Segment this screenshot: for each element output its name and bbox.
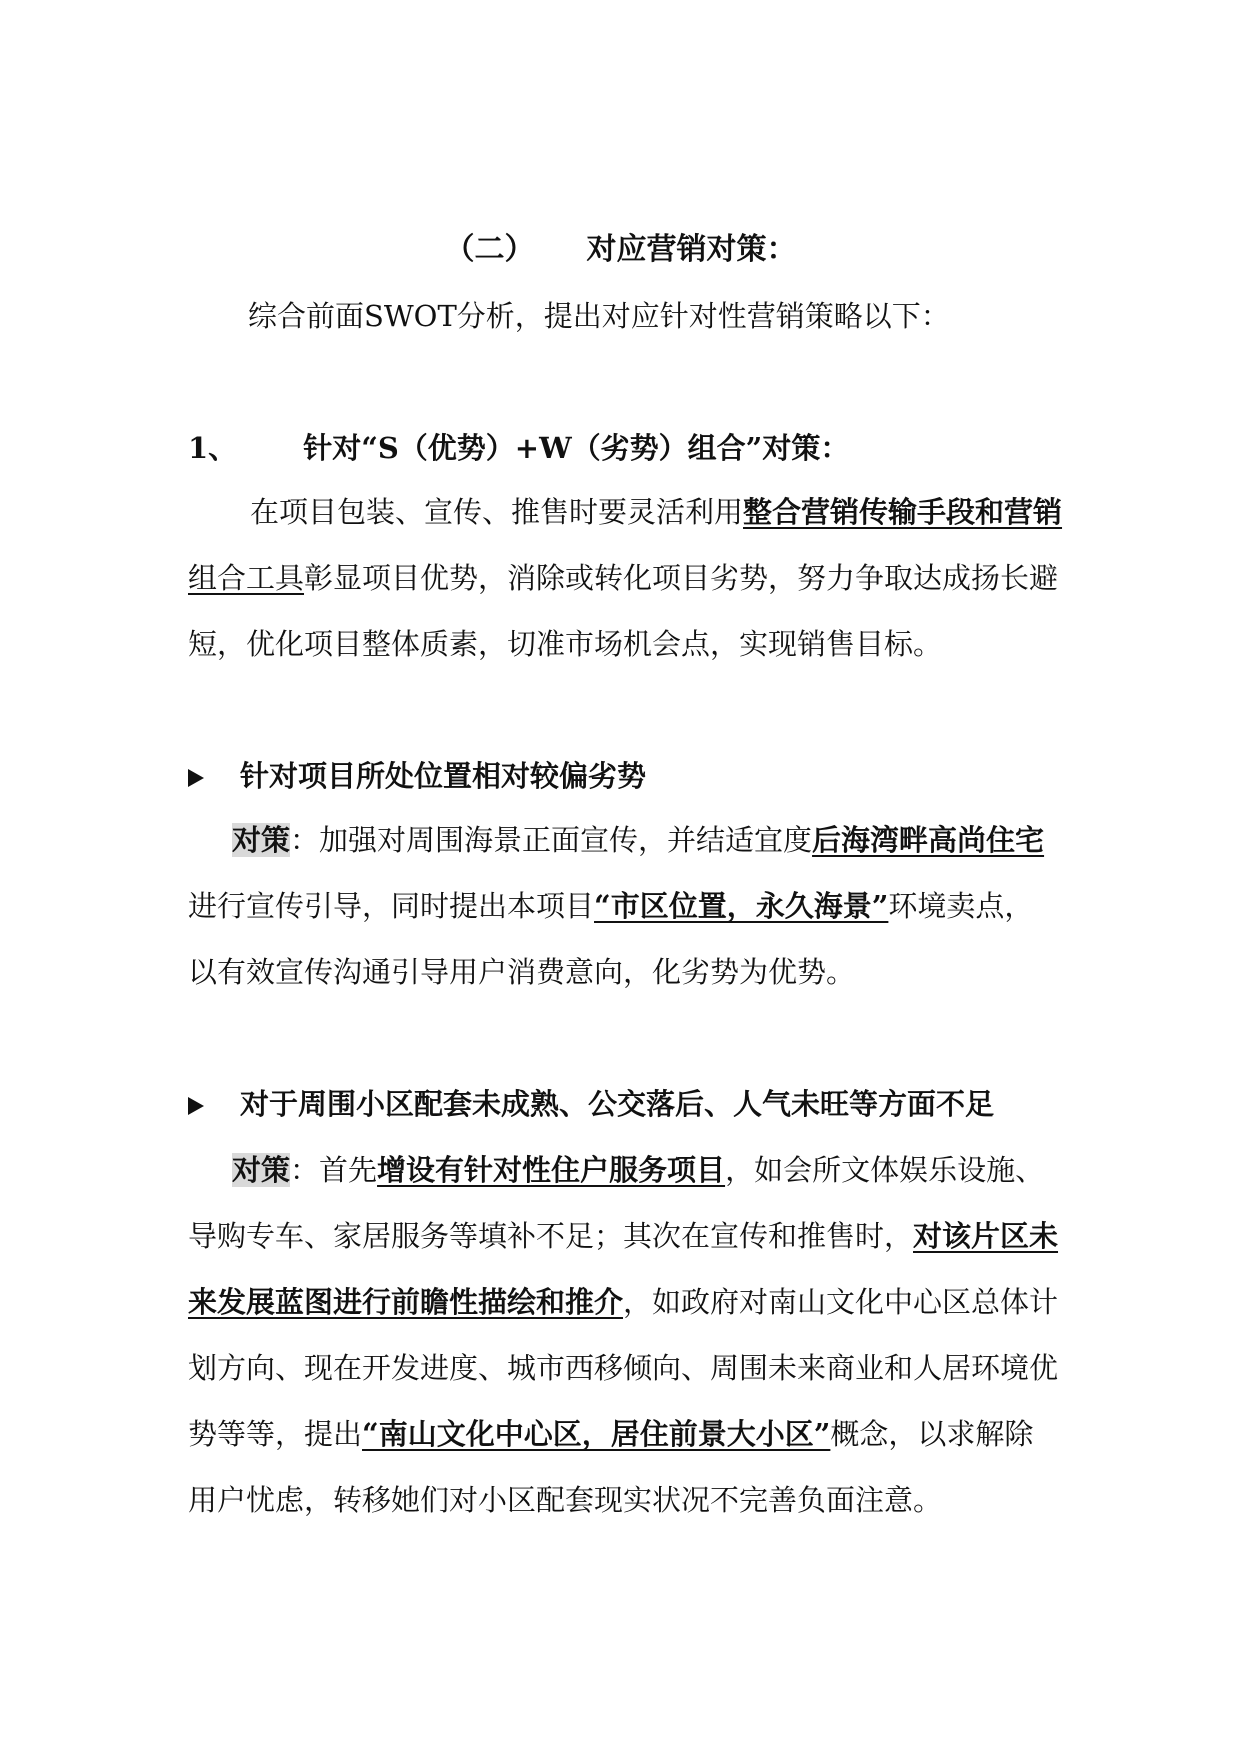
text-run: 环境卖点， [888, 889, 1034, 923]
bullet2-line-4: 划方向、现在开发进度、城市西移倾向、周围未来商业和人居环境优 [188, 1351, 1059, 1385]
bullet2-line-3 [188, 1282, 1068, 1322]
text-run: ： [290, 823, 320, 857]
bullet2-heading [188, 1084, 1068, 1124]
intro-paragraph: 综合前面SWOT分析，提出对应针对性营销策略以下： [248, 299, 950, 333]
strategy-label: 对策 [232, 1153, 291, 1187]
section-number: （二） [444, 232, 535, 267]
text-run: ： [290, 1153, 320, 1187]
emphasis-text: 增设有针对性住户服务项目 [377, 1153, 726, 1187]
emphasis-text: “市区位置，永久海景” [594, 889, 889, 923]
item1-para-line-2 [188, 558, 1068, 598]
bullet1-line-1 [232, 820, 1112, 860]
underlined-text: 组合工具 [188, 561, 305, 595]
emphasis-text: 后海湾畔高尚住宅 [812, 823, 1045, 857]
text-run: 加强对周围海景正面宣传，并结适宜度 [319, 823, 813, 857]
text-run: 在项目包装、宣传、推售时要灵活利用 [250, 495, 744, 529]
emphasis-text: “南山文化中心区，居住前景大小区” [362, 1417, 831, 1451]
section-title: 对应营销对策： [586, 232, 797, 267]
item1-title: 针对“S（优势）+W（劣势）组合”对策： [303, 431, 850, 465]
bullet1-heading [188, 756, 1068, 796]
bullet2-title: 对于周围小区配套未成熟、公交落后、人气未旺等方面不足 [240, 1087, 995, 1121]
bullet2-line-5 [188, 1414, 1068, 1454]
emphasis-text: 整合营销传输手段和营销 [743, 495, 1063, 529]
arrow-bullet-icon [188, 769, 204, 787]
item1-heading [188, 428, 1068, 468]
emphasis-text: 来发展蓝图进行前瞻性描绘和推介 [188, 1285, 624, 1319]
text-run: 首先 [319, 1153, 378, 1187]
text-run: 势等等，提出 [188, 1417, 363, 1451]
item1-para-line-3: 短，优化项目整体质素，切准市场机会点，实现销售目标。 [188, 627, 943, 661]
text-run: ，如政府对南山文化中心区总体计 [623, 1285, 1059, 1319]
item1-para-line-1 [250, 492, 1130, 532]
bullet1-line-2 [188, 886, 1068, 926]
bullet1-line-3: 以有效宣传沟通引导用户消费意向，化劣势为优势。 [188, 955, 856, 989]
text-run: 导购专车、家居服务等填补不足；其次在宣传和推售时， [188, 1219, 914, 1253]
bullet2-line-6: 用户忧虑，转移她们对小区配套现实状况不完善负面注意。 [188, 1483, 943, 1517]
strategy-label: 对策 [232, 823, 291, 857]
bullet1-title: 针对项目所处位置相对较偏劣势 [240, 759, 647, 793]
section-heading [0, 230, 1241, 270]
bullet2-line-2 [188, 1216, 1068, 1256]
text-run: ，如会所文体娱乐设施、 [725, 1153, 1045, 1187]
text-run: 进行宣传引导，同时提出本项目 [188, 889, 595, 923]
arrow-bullet-icon [188, 1097, 204, 1115]
text-run: 彰显项目优势，消除或转化项目劣势，努力争取达成扬长避 [304, 561, 1059, 595]
bullet2-line-1 [232, 1150, 1112, 1190]
item1-number: 1、 [188, 431, 238, 465]
text-run: 概念，以求解除 [830, 1417, 1034, 1451]
emphasis-text: 对该片区未 [913, 1219, 1059, 1253]
